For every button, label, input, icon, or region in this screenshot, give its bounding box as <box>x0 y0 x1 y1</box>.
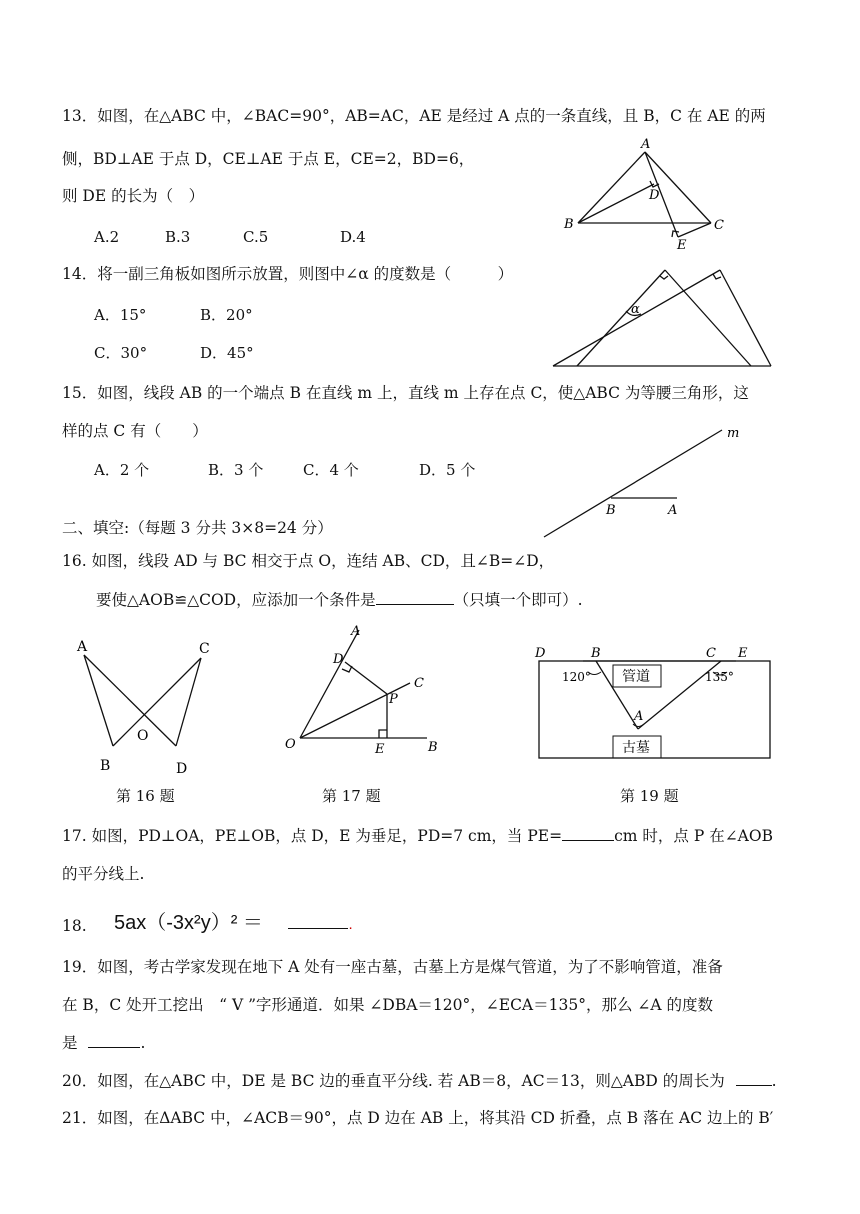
q17-line1-tail: cm 时，点 P 在∠AOB <box>614 827 773 845</box>
q14-option-c: C．30° <box>94 344 148 362</box>
q17-label-c: C <box>414 676 424 691</box>
q19-caption: 第 19 题 <box>620 787 679 805</box>
q13-label-e: E <box>677 238 687 253</box>
q17-label-a: A <box>351 624 361 639</box>
q13-option-c: C.5 <box>243 228 269 246</box>
q13-option-a: A.2 <box>94 228 120 246</box>
q19-label-c: C <box>706 646 716 661</box>
q15-line1: 15．如图，线段 AB 的一个端点 B 在直线 m 上，直线 m 上存在点 C，使△ABC 为等腰三角形，这 <box>62 384 749 402</box>
q19-label-d: D <box>535 646 546 661</box>
q17-label-p: P <box>389 692 398 707</box>
q20-line1-end: . <box>771 1072 777 1090</box>
q18-number: 18. <box>62 917 87 935</box>
q16-line2-text: 要使△AOB≌△COD，应添加一个条件是 <box>96 591 376 609</box>
q16-label-d: D <box>176 761 188 777</box>
q18-end-mark: . <box>348 916 353 933</box>
q19-pipe-label: 管道 <box>622 669 650 685</box>
q20-line1-text: 20．如图，在△ABC 中，DE 是 BC 边的垂直平分线. 若 AB＝8，AC＝13，则△ABD 的周长为 <box>62 1072 725 1090</box>
q19-line3-end: . <box>140 1034 146 1052</box>
q15-label-m: m <box>727 426 740 441</box>
q18-expression-text: 5ax（-3x²y）² ＝ <box>114 912 263 934</box>
q15-label-a: A <box>668 503 678 518</box>
q13-label-c: C <box>714 218 724 233</box>
q18-expression <box>114 911 353 937</box>
q19-label-e: E <box>738 646 748 661</box>
q19-angle-135: 135° <box>705 670 734 684</box>
q15-option-d: D．5 个 <box>419 461 476 479</box>
q19-line3 <box>62 1033 145 1053</box>
q19-answer-blank[interactable] <box>88 1033 140 1048</box>
q13-option-d: D.4 <box>340 228 366 246</box>
q17-line2: 的平分线上. <box>62 865 145 883</box>
q16-label-c: C <box>199 641 210 657</box>
q16-line1: 16. 如图，线段 AD 与 BC 相交于点 O，连结 AB、CD，且∠B=∠D， <box>62 552 555 570</box>
q14-option-a: A．15° <box>94 306 147 324</box>
q15-option-b: B．3 个 <box>208 461 264 479</box>
q17-label-b: B <box>428 740 438 755</box>
q17-label-o: O <box>285 737 296 752</box>
q13-line1: 13．如图，在△ABC 中，∠BAC=90°，AB=AC，AE 是经过 A 点的一条直线，且 B，C 在 AE 的两 <box>62 107 766 125</box>
q16-label-b: B <box>100 758 111 774</box>
q14-option-d: D．45° <box>200 344 254 362</box>
q17-label-d: D <box>333 652 344 667</box>
q13-line3: 则 DE 的长为（ ） <box>62 187 205 205</box>
q16-caption: 第 16 题 <box>116 787 175 805</box>
q21-line1: 21．如图，在ΔABC 中，∠ACB＝90°，点 D 边在 AB 上，将其沿 CD 折叠，点 B 落在 AC 边上的 B′ <box>62 1109 774 1127</box>
section2-title: 二、填空:（每题 3 分共 3×8=24 分） <box>62 519 333 537</box>
q13-line2: 侧，BD⊥AE 于点 D，CE⊥AE 于点 E，CE=2，BD=6， <box>62 150 475 168</box>
q16-line2-tail: （只填一个即可）. <box>453 591 583 609</box>
q17-answer-blank[interactable] <box>562 826 614 841</box>
q19-label-b: B <box>591 646 601 661</box>
q19-tomb-label: 古墓 <box>622 740 650 756</box>
q13-option-b: B.3 <box>165 228 191 246</box>
q15-line2: 样的点 C 有（ ） <box>62 422 208 440</box>
q18-answer-blank[interactable] <box>288 912 348 929</box>
q14-option-b: B．20° <box>200 306 253 324</box>
q13-label-a: A <box>641 137 651 152</box>
q17-line1-text: 17. 如图，PD⊥OA，PE⊥OB，点 D，E 为垂足，PD=7 cm，当 PE= <box>62 827 563 845</box>
q16-label-o: O <box>137 728 149 744</box>
q13-label-b: B <box>564 217 574 232</box>
q17-label-e: E <box>375 742 385 757</box>
q19-angle-120: 120° <box>562 670 591 684</box>
q13-label-d: D <box>649 188 660 203</box>
q17-caption: 第 17 题 <box>322 787 381 805</box>
q15-option-c: C．4 个 <box>303 461 359 479</box>
q20-line1 <box>62 1071 777 1091</box>
q15-option-a: A．2 个 <box>94 461 150 479</box>
q20-answer-blank[interactable] <box>736 1071 772 1086</box>
q19-line1: 19．如图，考古学家发现在地下 A 处有一座古墓，古墓上方是煤气管道，为了不影响管道，准备 <box>62 958 723 976</box>
q19-line2: 在 B，C 处开工挖出 “ V ”字形通道．如果 ∠DBA＝120°，∠ECA＝135°，那么 ∠A 的度数 <box>62 996 713 1014</box>
q16-label-a: A <box>77 639 88 655</box>
q19-label-a: A <box>634 709 644 724</box>
q19-line3-text: 是 <box>62 1034 78 1052</box>
q14-line1: 14．将一副三角板如图所示放置，则图中∠α 的度数是（ ） <box>62 265 514 283</box>
q15-label-b: B <box>606 503 616 518</box>
q14-label-alpha: α <box>631 302 640 317</box>
q17-line1 <box>62 826 773 846</box>
